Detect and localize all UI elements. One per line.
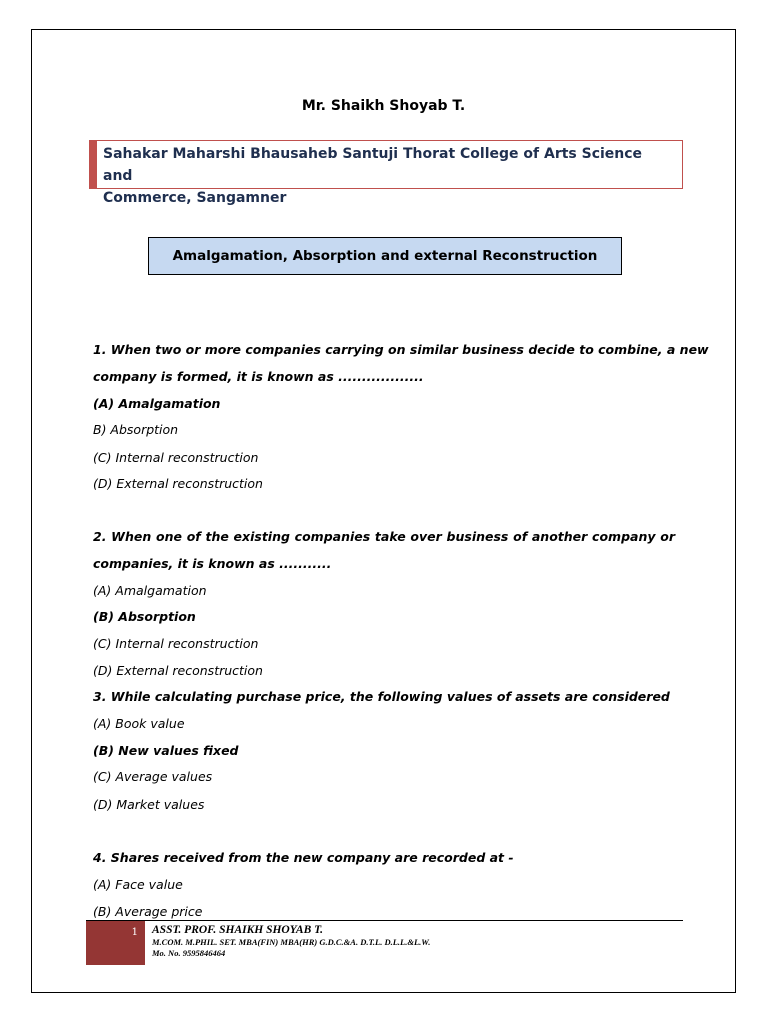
question-3-option-a: (A) Book value (93, 716, 185, 731)
question-1-option-a: (A) Amalgamation (93, 396, 221, 411)
footer-block (152, 923, 430, 959)
question-1-text-line-2: company is formed, it is known as .................. (93, 369, 424, 384)
question-4-text: 4. Shares received from the new company are recorded at - (93, 850, 514, 865)
college-name-box (89, 140, 683, 206)
footer-mobile: Mo. No. 9595846464 (152, 948, 226, 958)
topic-title: Amalgamation, Absorption and external Reconstruction (148, 237, 622, 275)
page-number: 1 (86, 921, 145, 965)
footer-qualifications: M.COM. M.PHIL. SET. MBA(FIN) MBA(HR) G.D.C.&A. D.T.L. D.L.L.&L.W. (152, 937, 431, 947)
question-1-text-line-1: 1. When two or more companies carrying on similar business decide to combine, a new (93, 342, 709, 357)
question-2-option-a: (A) Amalgamation (93, 583, 207, 598)
question-3-option-d: (D) Market values (93, 797, 205, 812)
question-2-option-d: (D) External reconstruction (93, 663, 263, 678)
author-name: Mr. Shaikh Shoyab T. (301, 98, 466, 114)
question-2-text-line-1: 2. When one of the existing companies take over business of another company or (93, 529, 675, 544)
footer-divider (86, 920, 683, 921)
question-4-option-a: (A) Face value (93, 877, 183, 892)
footer-author-name: ASST. PROF. SHAIKH SHOYAB T. (152, 924, 323, 936)
college-name-line-1: Sahakar Maharshi Bhausaheb Santuji Thorat College of Arts Science and (103, 146, 643, 184)
question-3-text: 3. While calculating purchase price, the following values of assets are considered (93, 689, 670, 704)
document-page (31, 29, 736, 993)
question-1-option-d: (D) External reconstruction (93, 476, 263, 491)
question-1-option-b: B) Absorption (93, 422, 179, 437)
question-4-option-b: (B) Average price (93, 904, 203, 919)
question-3-option-c: (C) Average values (93, 769, 213, 784)
college-name-line-2: Commerce, Sangamner (103, 190, 287, 206)
question-2-text-line-2: companies, it is known as ........... (93, 556, 332, 571)
question-1-option-c: (C) Internal reconstruction (93, 450, 259, 465)
question-3-option-b: (B) New values fixed (93, 743, 239, 758)
question-2-option-c: (C) Internal reconstruction (93, 636, 259, 651)
question-2-option-b: (B) Absorption (93, 609, 196, 624)
